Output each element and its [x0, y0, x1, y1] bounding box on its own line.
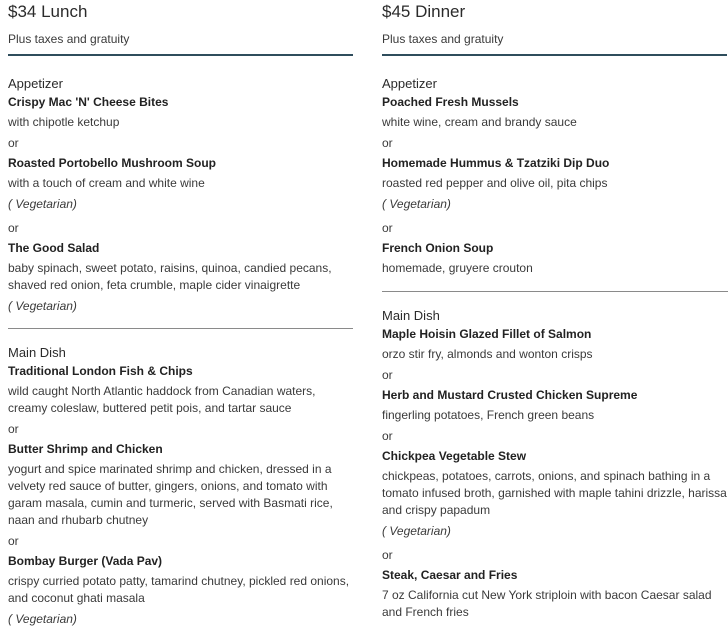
dish-description: homemade, gruyere crouton [382, 261, 533, 275]
dish-name: Chickpea Vegetable Stew [382, 449, 527, 463]
or-separator: or [8, 534, 19, 548]
dish-description: fingerling potatoes, French green beans [382, 408, 595, 422]
dish-name: Herb and Mustard Crusted Chicken Supreme [382, 388, 638, 402]
dish-name: Traditional London Fish & Chips [8, 364, 193, 378]
or-separator: or [382, 548, 393, 562]
dish-name: The Good Salad [8, 241, 100, 255]
dish-name: Crispy Mac 'N' Cheese Bites [8, 95, 169, 109]
dinner-appetizer-section [382, 56, 727, 277]
dish-description: baby spinach, sweet potato, raisins, quinoa, candied pecans, shaved red onion, feta crumble, maple cider vinaigrette [8, 261, 332, 292]
or-separator: or [382, 221, 393, 235]
dinner-title: $45 Dinner [382, 2, 466, 21]
dish-description: 7 oz California cut New York striploin with bacon Caesar salad and French fries [382, 588, 712, 619]
dish-description: orzo stir fry, almonds and wonton crisps [382, 347, 593, 361]
dish-description: with a touch of cream and white wine [8, 176, 205, 190]
lunch-main-section [8, 329, 353, 627]
dish-name: Maple Hoisin Glazed Fillet of Salmon [382, 327, 592, 341]
lunch-main-heading: Main Dish [8, 345, 66, 360]
vegetarian-note: ( Vegetarian) [8, 612, 77, 626]
dish-description: with chipotle ketchup [8, 115, 120, 129]
vegetarian-note: ( Vegetarian) [8, 197, 77, 211]
vegetarian-note: ( Vegetarian) [382, 197, 451, 211]
dinner-menu [382, 0, 727, 621]
lunch-title: $34 Lunch [8, 2, 88, 21]
dish-name: Bombay Burger (Vada Pav) [8, 554, 163, 568]
or-separator: or [382, 136, 393, 150]
dish-name: Poached Fresh Mussels [382, 95, 519, 109]
dish-description: yogurt and spice marinated shrimp and chicken, dressed in a velvety red sauce of butter, gingers, onions, and tomato with garam masala, cumin and turmeric, served with Basmati rice, naan and rhubarb chutney [8, 462, 333, 527]
or-separator: or [8, 136, 19, 150]
dinner-appetizer-heading: Appetizer [382, 76, 437, 91]
dish-name: Homemade Hummus & Tzatziki Dip Duo [382, 156, 610, 170]
dish-name: Butter Shrimp and Chicken [8, 442, 163, 456]
dinner-main-heading: Main Dish [382, 308, 440, 323]
or-separator: or [382, 429, 393, 443]
lunch-appetizer-heading: Appetizer [8, 76, 63, 91]
vegetarian-note: ( Vegetarian) [8, 299, 77, 313]
dish-name: Roasted Portobello Mushroom Soup [8, 156, 217, 170]
dish-description: white wine, cream and brandy sauce [382, 115, 577, 129]
lunch-menu [8, 0, 353, 627]
dish-description: wild caught North Atlantic haddock from Canadian waters, creamy coleslaw, buttered petit pois, and tartar sauce [8, 384, 316, 415]
dish-description: crispy curried potato patty, tamarind chutney, pickled red onions, and coconut ghati masala [8, 574, 350, 605]
dinner-main-section [382, 292, 727, 621]
lunch-subtitle: Plus taxes and gratuity [8, 32, 130, 46]
dish-description: roasted red pepper and olive oil, pita chips [382, 176, 608, 190]
or-separator: or [8, 422, 19, 436]
dish-name: French Onion Soup [382, 241, 494, 255]
dinner-subtitle: Plus taxes and gratuity [382, 32, 504, 46]
or-separator: or [8, 221, 19, 235]
or-separator: or [382, 368, 393, 382]
lunch-appetizer-section [8, 56, 353, 314]
vegetarian-note: ( Vegetarian) [382, 524, 451, 538]
dish-description: chickpeas, potatoes, carrots, onions, and spinach bathing in a tomato infused broth, garnished with maple tahini drizzle, harissa and crispy papadum [382, 469, 727, 517]
dish-name: Steak, Caesar and Fries [382, 568, 518, 582]
